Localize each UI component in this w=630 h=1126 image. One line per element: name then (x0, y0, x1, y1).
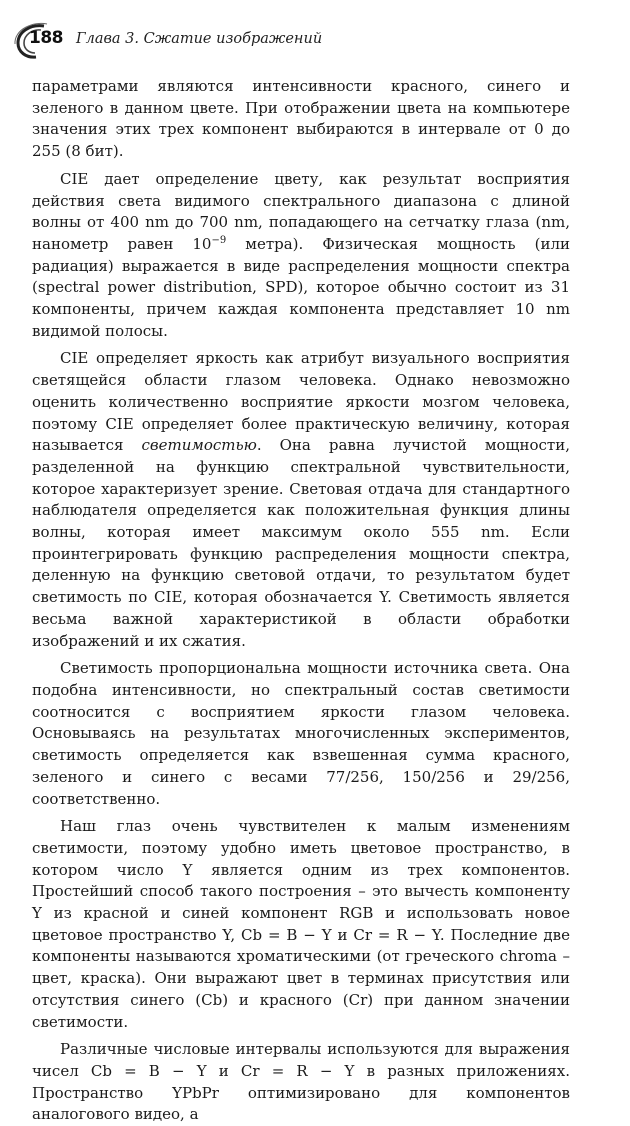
paragraph-3 (32, 348, 570, 652)
body-text (32, 76, 570, 1126)
paragraph-4: Светимость пропорциональна мощности источника света. Она подобна интенсивности, но спектральный состав светимости соотносится с восприятием яркости глазом человека. Основываясь на результатах многочисленных экспериментов, светимость определяется как взвешенная сумма красного, зеленого и синего с весами 77/256, 150/256 и 29/256, соответственно. (32, 659, 570, 808)
exponent: −9 (211, 234, 227, 246)
paragraph-1: параметрами являются интенсивности красного, синего и зеленого в данном цвете. При отображении цвета на компьютере значения этих трех компонент выбираются в интервале от 0 до 255 (8 бит). (32, 77, 570, 161)
paragraph-6: Различные числовые интервалы используются для выражения чисел Cb = B − Y и Cr = R − Y в разных приложениях. Пространство YPbPr оптимизировано для компонентов аналогового видео, а (32, 1040, 570, 1124)
chapter-title: Глава 3. Сжатие изображений (76, 31, 323, 47)
page-number: 188 (29, 28, 63, 48)
term-luminance: светимостью (141, 436, 257, 455)
paragraph-2 (32, 169, 570, 343)
paragraph-3-part-a: CIE определяет яркость как атрибут визуального восприятия светящейся области глазом человека. Однако невозможно оценить количественно восприятие яркости мозгом человека, поэтому CIE определяет более практическую величину, которая называется (32, 349, 570, 455)
paragraph-2-part-b: метра). Физическая мощность (или радиация) выражается в виде распределения мощности спектра (spectral power distribution, SPD), которое обычно состоит из 31 компоненты, причем каждая компонента представляет 10 nm видимой полосы. (32, 234, 570, 340)
paragraph-3-part-b: . Она равна лучистой мощности, разделенной на функцию спектральной чувствительности, которое характеризует зрение. Световая отдача для стандартного наблюдателя определяется как положительная функция длины волны, которая имеет максимум около 555 nm. Если проинтегрировать функцию распределения мощности спектра, деленную на функцию световой отдачи, то результатом будет светимость по CIE, которая обозначается Y. Светимость является весьма важной характеристикой в области обработки изображений и их сжатия. (32, 436, 570, 650)
paragraph-2-part-a: CIE дает определение цвету, как результат восприятия действия света видимого спектрального диапазона с длиной волны от 400 nm до 700 nm, попадающего на сетчатку глаза (nm, нанометр равен 10 (32, 169, 570, 253)
page-header (14, 22, 614, 60)
paragraph-5: Наш глаз очень чувствителен к малым изменениям светимости, поэтому удобно иметь цветовое пространство, в котором число Y является одним из трех компонентов. Простейший способ такого построения – это вычесть компоненту Y из красной и синей компонент RGB и использовать новое цветовое пространство Y, Cb = B − Y и Cr = R − Y. Последние две компоненты называются хроматическими (от греческого chroma – цвет, краска). Они выражают цвет в терминах присутствия или отсутствия синего (Cb) и красного (Cr) при данном значении светимости. (32, 817, 570, 1031)
